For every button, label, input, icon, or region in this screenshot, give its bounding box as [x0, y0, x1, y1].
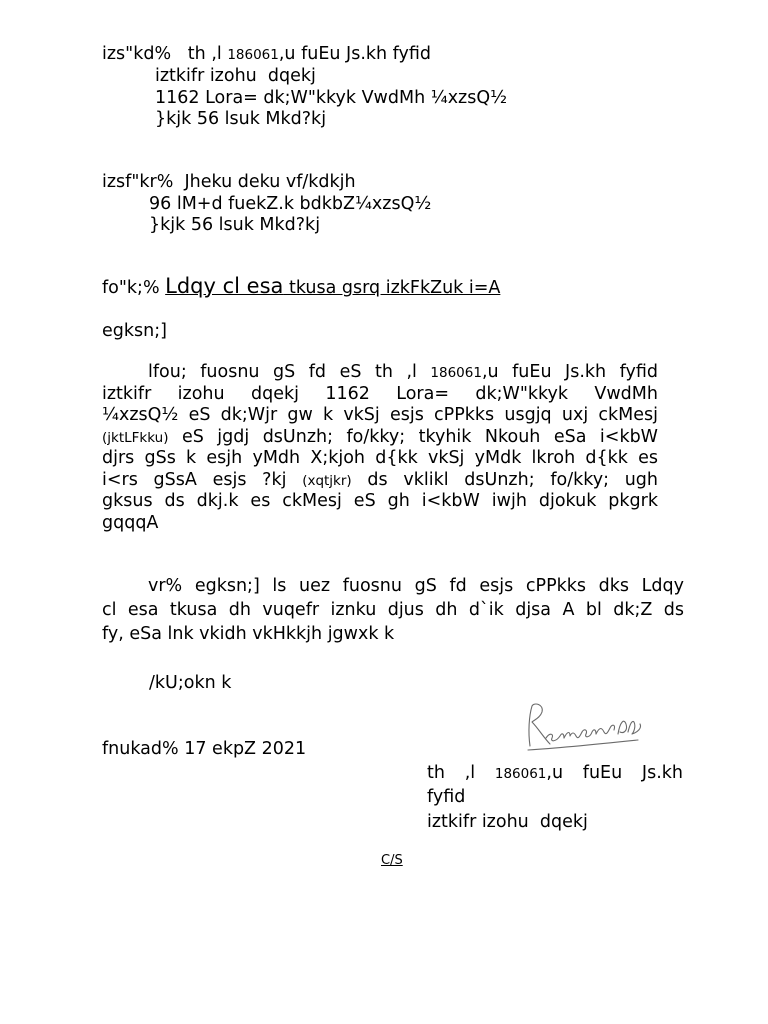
- from-label: izs"kd%: [102, 44, 172, 64]
- date-value: 17 ekpZ 2021: [184, 739, 307, 759]
- signatory-name-part: th ,l: [427, 763, 495, 783]
- subject-line: [102, 275, 500, 299]
- subject-text: [165, 274, 501, 298]
- state-name: (jktLFkku): [102, 429, 169, 446]
- signatory-line-2: fyfid: [427, 787, 466, 807]
- from-post-office: }kjk 56 lsuk Mkd?kj: [155, 109, 327, 129]
- subject-rest: tkusa gsrq izkFkZuk i=A: [283, 278, 501, 298]
- body-text: lfou; fuosnu gS fd eS th ,l: [148, 362, 431, 382]
- to-line: [102, 171, 356, 193]
- footer-cs: C/S: [381, 853, 403, 868]
- to-unit: 96 lM+d fuekZ.k bdkbZ¼xzsQ½: [149, 194, 432, 214]
- date-label: fnukad%: [102, 739, 179, 759]
- state-name: (xqtjkr): [302, 472, 352, 489]
- body-line: gqqqA: [102, 512, 159, 533]
- signatory-rank: ,u fuEu Js.kh: [546, 763, 683, 783]
- closing: /kU;okn k: [149, 673, 232, 693]
- body-line: ¼xzsQ½ eS dk;Wjr gw k vkSj esjs cPPkks usgjq uxj ckMesj: [102, 405, 658, 425]
- body-line: cl esa tkusa dh vuqefr iznku djus dh d`ik djsa A bl dk;Z ds: [102, 600, 684, 620]
- subject-label: fo"k;%: [102, 278, 160, 298]
- to-label: izsf"kr%: [102, 172, 174, 192]
- body-line: [102, 470, 658, 492]
- from-name-part: th ,l: [187, 44, 228, 64]
- from-line: [102, 43, 431, 66]
- body-line: fy, eSa lnk vkidh vkHkkjh jgwxk k: [102, 624, 395, 644]
- body-text: i<rs gSsA esjs ?kj: [102, 469, 303, 490]
- body-text: ds vklikl dsUnzh; fo/kky; ugh: [351, 469, 658, 490]
- from-unit: 1162 Lora= dk;W"kkyk VwdMh ¼xzsQ½: [155, 88, 508, 108]
- body-line: [102, 427, 658, 449]
- date-line: [102, 738, 306, 760]
- from-name: iztkifr izohu dqekj: [155, 66, 316, 86]
- body-text: ,u fuEu Js.kh fyfid: [481, 362, 658, 382]
- subject-highlight: Ldqy cl esa: [165, 274, 284, 298]
- body-line: vr% egksn;] ls uez fuosnu gS fd esjs cPPkks dks Ldqy: [148, 576, 684, 596]
- to-post-office: }kjk 56 lsuk Mkd?kj: [149, 215, 321, 235]
- body-paragraph-2: [102, 574, 684, 646]
- from-service-number: 186061: [227, 47, 279, 63]
- body-line: [102, 362, 658, 384]
- body-line: gksus ds dkj.k es ckMesj eS gh i<kbW iwjh djokuk pkgrk: [102, 491, 658, 511]
- signatory-name: iztkifr izohu dqekj: [427, 812, 588, 832]
- salutation: egksn;]: [102, 321, 167, 341]
- handwritten-signature: [520, 698, 646, 756]
- body-text: eS jgdj dsUnzh; fo/kky; tkyhik Nkouh eSa i<kbW: [168, 426, 658, 447]
- signatory-line-1: [427, 762, 683, 785]
- signatory-service-number: 186061: [494, 766, 547, 782]
- from-rank: ,u fuEu Js.kh fyfid: [278, 44, 432, 64]
- body-paragraph-1: [102, 362, 658, 534]
- body-line: djrs gSs k esjh yMdh X;kjoh d{kk vkSj yMdk lkroh d{kk es: [102, 448, 658, 468]
- to-officer: Jheku deku vf/kdkjh: [184, 172, 356, 192]
- body-line: iztkifr izohu dqekj 1162 Lora= dk;W"kkyk VwdMh: [102, 383, 658, 404]
- service-number: 186061: [430, 365, 482, 381]
